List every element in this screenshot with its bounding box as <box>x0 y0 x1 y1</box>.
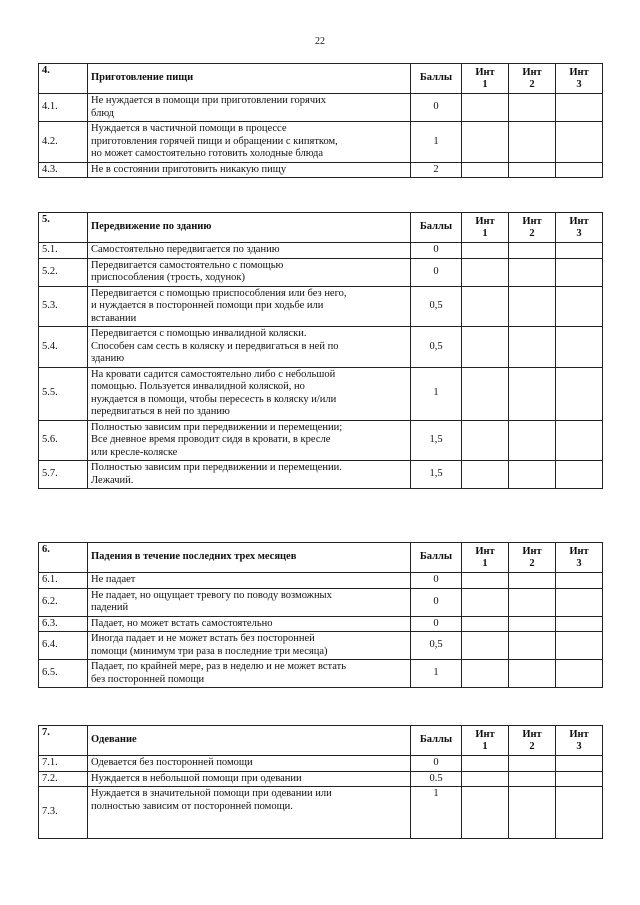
description-line: Падает, по крайней мере, раз в неделю и не может встать <box>91 661 346 672</box>
row-description <box>88 787 411 839</box>
interview-number: 2 <box>529 227 535 239</box>
description-line: Передвигается с помощью инвалидной коляски. <box>91 328 307 339</box>
row-score: 2 <box>411 162 462 178</box>
interview-number: 2 <box>529 740 535 752</box>
description-line: Все дневное время проводит сидя в кровати, в кресле <box>91 434 331 445</box>
row-number: 5.4. <box>39 327 88 368</box>
interview-answer-cell[interactable] <box>462 787 509 839</box>
interview-answer-cell[interactable] <box>462 420 509 461</box>
interview-answer-cell[interactable] <box>462 588 509 616</box>
row-number: 5.6. <box>39 420 88 461</box>
interview-answer-cell[interactable] <box>462 94 509 122</box>
interview-label: Инт <box>475 545 495 557</box>
interview-answer-cell[interactable] <box>509 94 556 122</box>
interview-answer-cell[interactable] <box>556 771 603 787</box>
description-line: Передвигается с помощью приспособления или без него, <box>91 287 347 299</box>
interview-column-header <box>509 726 556 756</box>
row-score: 0,5 <box>411 286 462 327</box>
interview-answer-cell[interactable] <box>556 367 603 420</box>
row-score: 0 <box>411 258 462 286</box>
row-number: 6.5. <box>39 660 88 688</box>
description-line: Не в состоянии приготовить никакую пищу <box>91 163 287 175</box>
description-line: Полностью зависим при передвижении и перемещении. <box>91 462 342 473</box>
interview-label: Инт <box>569 728 589 740</box>
interview-number: 3 <box>576 227 582 239</box>
interview-answer-cell[interactable] <box>556 327 603 368</box>
interview-answer-cell[interactable] <box>556 286 603 327</box>
description-line: помощи (минимум три раза в последние три месяца) <box>91 645 328 657</box>
row-description <box>88 162 411 178</box>
row-score: 1 <box>411 660 462 688</box>
row-description <box>88 243 411 259</box>
section-title: Передвижение по зданию <box>88 213 411 243</box>
score-column-header: Баллы <box>411 726 462 756</box>
interview-answer-cell[interactable] <box>556 632 603 660</box>
interview-answer-cell[interactable] <box>509 660 556 688</box>
interview-answer-cell[interactable] <box>462 243 509 259</box>
interview-column-header <box>509 543 556 573</box>
interview-column-header <box>462 543 509 573</box>
interview-answer-cell[interactable] <box>509 122 556 163</box>
interview-answer-cell[interactable] <box>509 771 556 787</box>
description-line: вставании <box>91 312 137 324</box>
interview-label: Инт <box>569 66 589 78</box>
section-table-cooking <box>38 63 603 178</box>
table-row <box>39 616 603 632</box>
interview-answer-cell[interactable] <box>556 588 603 616</box>
interview-answer-cell[interactable] <box>462 162 509 178</box>
interview-answer-cell[interactable] <box>556 787 603 839</box>
interview-column-header <box>509 64 556 94</box>
row-description <box>88 756 411 772</box>
interview-answer-cell[interactable] <box>556 616 603 632</box>
interview-column-header <box>556 213 603 243</box>
row-description <box>88 616 411 632</box>
row-description <box>88 588 411 616</box>
section-header-row <box>39 543 603 573</box>
interview-label: Инт <box>522 545 542 557</box>
interview-answer-cell[interactable] <box>462 632 509 660</box>
interview-answer-cell[interactable] <box>556 122 603 163</box>
interview-label: Инт <box>475 728 495 740</box>
description-line: или кресле-коляске <box>91 446 178 458</box>
interview-column-header <box>556 726 603 756</box>
row-description <box>88 258 411 286</box>
row-number: 5.7. <box>39 461 88 489</box>
description-line: но может самостоятельно готовить холодные блюда <box>91 148 324 159</box>
interview-answer-cell[interactable] <box>509 162 556 178</box>
row-number: 5.3. <box>39 286 88 327</box>
interview-column-header <box>556 64 603 94</box>
interview-number: 3 <box>576 78 582 90</box>
table-row <box>39 420 603 461</box>
interview-answer-cell[interactable] <box>509 367 556 420</box>
section-table-movement <box>38 212 603 489</box>
interview-column-header <box>556 543 603 573</box>
row-score: 0.5 <box>411 771 462 787</box>
description-line: полностью зависим от посторонней помощи. <box>91 800 293 812</box>
section-title: Одевание <box>88 726 411 756</box>
interview-answer-cell[interactable] <box>462 461 509 489</box>
row-description <box>88 771 411 787</box>
interview-answer-cell[interactable] <box>556 756 603 772</box>
interview-answer-cell[interactable] <box>509 756 556 772</box>
interview-answer-cell[interactable] <box>462 660 509 688</box>
interview-column-header <box>462 726 509 756</box>
table-row <box>39 588 603 616</box>
interview-number: 2 <box>529 78 535 90</box>
description-line: Не падает, но ощущает тревогу по поводу возможных <box>91 589 332 601</box>
table-row <box>39 660 603 688</box>
table-row <box>39 162 603 178</box>
row-score: 0 <box>411 756 462 772</box>
table-row <box>39 286 603 327</box>
interview-answer-cell[interactable] <box>509 243 556 259</box>
interview-number: 3 <box>576 557 582 569</box>
description-line: Нуждается в небольшой помощи при одевании <box>91 772 302 784</box>
row-number: 7.2. <box>39 771 88 787</box>
row-score: 0,5 <box>411 632 462 660</box>
section-header-row <box>39 64 603 94</box>
description-line: Лежачий. <box>91 474 134 486</box>
row-score: 1 <box>411 122 462 163</box>
row-number: 5.1. <box>39 243 88 259</box>
table-row <box>39 573 603 589</box>
row-score: 1,5 <box>411 461 462 489</box>
interview-number: 1 <box>482 227 488 239</box>
interview-answer-cell[interactable] <box>462 616 509 632</box>
score-column-header: Баллы <box>411 543 462 573</box>
interview-answer-cell[interactable] <box>509 327 556 368</box>
description-line: Падает, но может встать самостоятельно <box>91 617 273 629</box>
interview-answer-cell[interactable] <box>462 122 509 163</box>
interview-number: 1 <box>482 740 488 752</box>
interview-answer-cell[interactable] <box>556 573 603 589</box>
interview-label: Инт <box>569 545 589 557</box>
row-description <box>88 420 411 461</box>
interview-answer-cell[interactable] <box>509 461 556 489</box>
interview-column-header <box>462 64 509 94</box>
interview-answer-cell[interactable] <box>509 588 556 616</box>
section-table-dressing <box>38 725 603 839</box>
description-line: Не нуждается в помощи при приготовлении горячих <box>91 95 327 106</box>
table-row <box>39 461 603 489</box>
section-header-row <box>39 726 603 756</box>
description-line: Иногда падает и не может встать без посторонней <box>91 633 315 644</box>
interview-answer-cell[interactable] <box>462 756 509 772</box>
interview-answer-cell[interactable] <box>509 632 556 660</box>
interview-answer-cell[interactable] <box>509 286 556 327</box>
interview-number: 2 <box>529 557 535 569</box>
row-score: 1 <box>411 787 462 839</box>
table-row <box>39 756 603 772</box>
row-score: 0 <box>411 588 462 616</box>
interview-answer-cell[interactable] <box>556 162 603 178</box>
row-description <box>88 94 411 122</box>
interview-answer-cell[interactable] <box>509 573 556 589</box>
description-line: На кровати садится самостоятельно либо с небольшой <box>91 368 336 380</box>
row-description <box>88 632 411 660</box>
interview-answer-cell[interactable] <box>509 616 556 632</box>
interview-column-header <box>509 213 556 243</box>
description-line: и нуждается в посторонней помощи при ходьбе или <box>91 300 324 311</box>
interview-answer-cell[interactable] <box>462 258 509 286</box>
table-row <box>39 632 603 660</box>
row-description <box>88 122 411 163</box>
interview-number: 1 <box>482 557 488 569</box>
description-line: Не падает <box>91 574 136 585</box>
section-number: 4. <box>39 64 88 94</box>
interview-number: 1 <box>482 78 488 90</box>
row-description <box>88 573 411 589</box>
description-line: передвигаться в ней по зданию <box>91 406 230 417</box>
table-row <box>39 771 603 787</box>
score-column-header: Баллы <box>411 213 462 243</box>
table-row <box>39 367 603 420</box>
row-number: 5.5. <box>39 367 88 420</box>
interview-label: Инт <box>569 215 589 227</box>
row-score: 1,5 <box>411 420 462 461</box>
score-column-header: Баллы <box>411 64 462 94</box>
description-line: падений <box>91 602 129 613</box>
row-score: 1 <box>411 367 462 420</box>
row-score: 0 <box>411 616 462 632</box>
interview-answer-cell[interactable] <box>509 420 556 461</box>
row-description <box>88 660 411 688</box>
row-score: 0 <box>411 573 462 589</box>
interview-answer-cell[interactable] <box>509 787 556 839</box>
section-number: 7. <box>39 726 88 756</box>
row-description <box>88 286 411 327</box>
description-line: приспособления (трость, ходунок) <box>91 272 245 283</box>
row-description <box>88 327 411 368</box>
interview-answer-cell[interactable] <box>556 660 603 688</box>
description-line: нуждается в помощи, чтобы пересесть в коляску и/или <box>91 393 337 405</box>
row-number: 7.3. <box>39 787 88 839</box>
section-number: 6. <box>39 543 88 573</box>
row-number: 4.2. <box>39 122 88 163</box>
description-line: Одевается без посторонней помощи <box>91 757 253 768</box>
section-header-row <box>39 213 603 243</box>
description-line: помощью. Пользуется инвалидной коляской, но <box>91 381 305 392</box>
table-row <box>39 787 603 839</box>
row-number: 4.1. <box>39 94 88 122</box>
interview-answer-cell[interactable] <box>556 420 603 461</box>
description-line: Нуждается в частичной помощи в процессе <box>91 123 287 134</box>
description-line: блюд <box>91 107 114 119</box>
interview-answer-cell[interactable] <box>462 367 509 420</box>
description-line: Способен сам сесть в коляску и передвигаться в ней по <box>91 340 339 352</box>
interview-label: Инт <box>475 215 495 227</box>
description-line: Передвигается самостоятельно с помощью <box>91 259 284 271</box>
interview-answer-cell[interactable] <box>556 243 603 259</box>
row-number: 6.2. <box>39 588 88 616</box>
row-number: 6.4. <box>39 632 88 660</box>
row-number: 5.2. <box>39 258 88 286</box>
row-description <box>88 367 411 420</box>
interview-answer-cell[interactable] <box>462 286 509 327</box>
row-score: 0 <box>411 94 462 122</box>
row-number: 6.3. <box>39 616 88 632</box>
table-row <box>39 122 603 163</box>
interview-label: Инт <box>475 66 495 78</box>
description-line: Нуждается в значительной помощи при одевании или <box>91 788 332 799</box>
interview-answer-cell[interactable] <box>556 258 603 286</box>
table-row <box>39 258 603 286</box>
row-number: 6.1. <box>39 573 88 589</box>
description-line: без посторонней помощи <box>91 673 205 685</box>
row-description <box>88 461 411 489</box>
description-line: Самостоятельно передвигается по зданию <box>91 244 280 255</box>
interview-answer-cell[interactable] <box>509 258 556 286</box>
row-score: 0 <box>411 243 462 259</box>
interview-answer-cell[interactable] <box>462 327 509 368</box>
table-row <box>39 94 603 122</box>
interview-answer-cell[interactable] <box>462 573 509 589</box>
interview-label: Инт <box>522 66 542 78</box>
section-number: 5. <box>39 213 88 243</box>
description-line: зданию <box>91 353 125 364</box>
section-table-falls <box>38 542 603 688</box>
interview-answer-cell[interactable] <box>462 771 509 787</box>
interview-label: Инт <box>522 215 542 227</box>
interview-label: Инт <box>522 728 542 740</box>
table-row <box>39 243 603 259</box>
interview-column-header <box>462 213 509 243</box>
row-number: 4.3. <box>39 162 88 178</box>
interview-answer-cell[interactable] <box>556 461 603 489</box>
description-line: приготовления горячей пищи и обращении с кипятком, <box>91 135 338 147</box>
row-score: 0,5 <box>411 327 462 368</box>
row-number: 7.1. <box>39 756 88 772</box>
page-number: 22 <box>315 36 325 47</box>
interview-answer-cell[interactable] <box>556 94 603 122</box>
interview-number: 3 <box>576 740 582 752</box>
section-title: Падения в течение последних трех месяцев <box>88 543 411 573</box>
table-row <box>39 327 603 368</box>
description-line: Полностью зависим при передвижении и перемещении; <box>91 421 343 433</box>
section-title: Приготовление пищи <box>88 64 411 94</box>
